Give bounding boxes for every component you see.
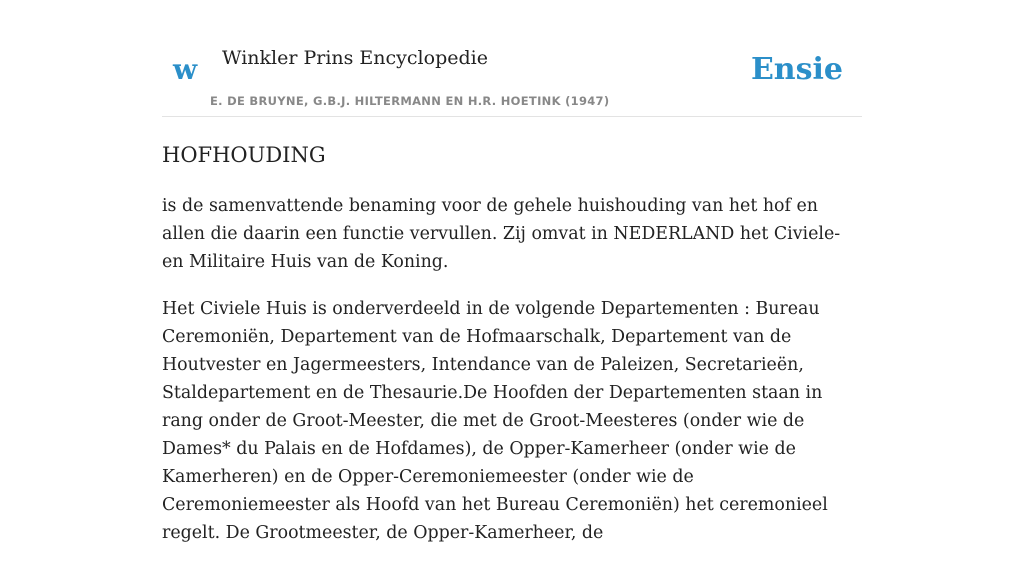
brand-logo[interactable]: Ensie <box>750 52 843 87</box>
paragraph-1: is de samenvattende benaming voor de gehele huishouding van het hof en allen die daarin een functie vervullen. Zij omvat in NEDERLAND het Civiele- en Militaire Huis van de Koning. <box>162 196 841 272</box>
site-header <box>162 0 862 117</box>
logo-icon[interactable]: w <box>173 53 198 86</box>
page-title: HOFHOUDING <box>162 143 326 167</box>
paragraph-2: Het Civiele Huis is onderverdeeld in de volgende Departementen : Bureau Ceremoniën, Departement van de Hofmaarschalk, Departement van de Houtvester en Jagermeesters, Intendance van de Paleizen, Secretarieën, Staldepartement en de Thesaurie.De Hoofden der Departementen staan in rang onder de Groot-Meester, die met de Groot-Meesteres (onder wie de Dames* du Palais en de Hofdames), de Opper-Kamerheer (onder wie de Kamerheren) en de Opper-Ceremoniemeester (onder wie de Ceremoniemeester als Hoofd van het Bureau Ceremoniën) het ceremonieel regelt. De Grootmeester, de Opper-Kamerheer, de <box>162 299 828 543</box>
site-title[interactable]: Winkler Prins Encyclopedie <box>222 47 488 69</box>
authors-line: E. DE BRUYNE, G.B.J. HILTERMANN EN H.R. HOETINK (1947) <box>210 94 610 108</box>
entry-body <box>162 192 862 566</box>
